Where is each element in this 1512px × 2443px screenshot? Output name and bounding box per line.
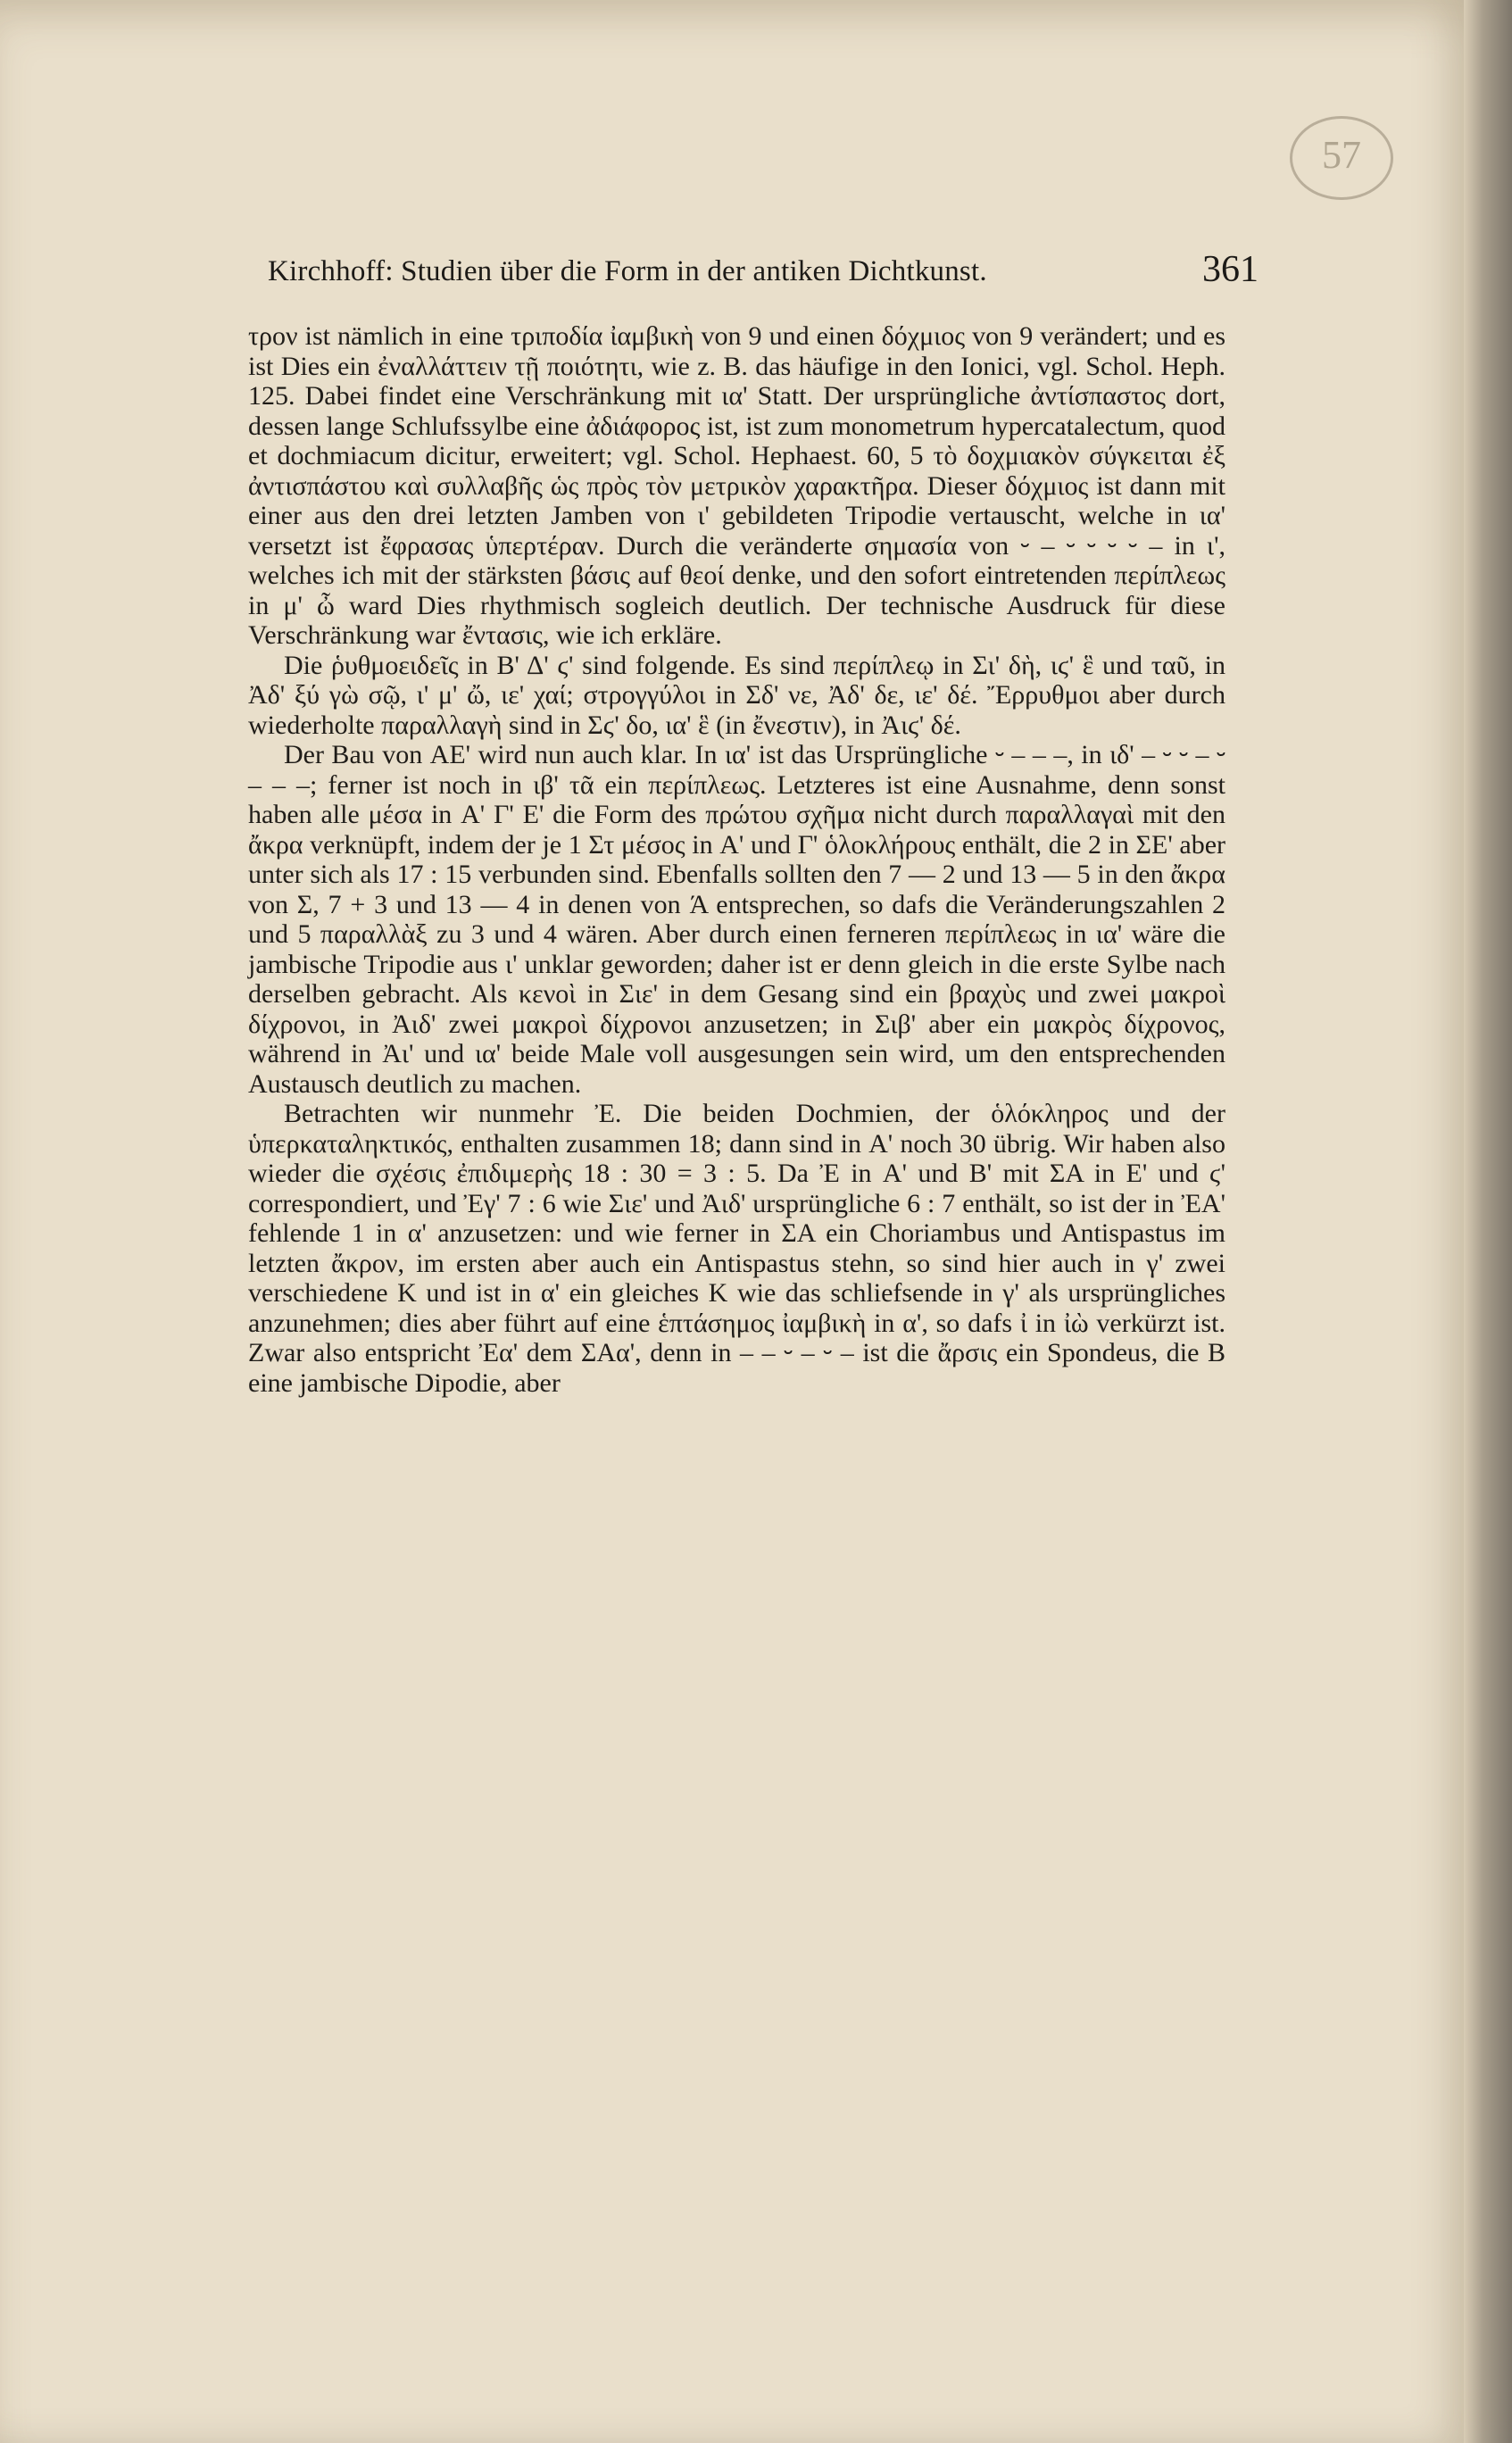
paragraph-4: Betrachten wir nunmehr Ἐ. Die beiden Dochmien, der ὁλόκληρος und der ὑπερκαταληκτικός, enthalten zusammen 18; dann sind in Α' noch 30 übrig. Wir haben also wieder die σχέσις ἐπιδιμερὴς 18 : 30 = 3 : 5. Da Ἐ in Α' und Β' mit ΣΑ in Ε' und ϛ' correspondiert, und Ἐγ' 7 : 6 wie Σιε' und Ἀιδ' ursprüngliche 6 : 7 enthält, so ist der in ἘΑ' fehlende 1 in α' anzusetzen: und wie ferner in ΣΑ ein Choriambus und Antispastus im letzten ἄκρον, im ersten aber auch ein Antispastus stehn, so sind hier auch in γ' zwei verschiedene Κ und ist in α' ein gleiches Κ wie das schliefsende in γ' als ursprüngliches anzunehmen; dies aber führt auf eine ἑπτάσημος ἰαμβικὴ in α', so dafs ἰ in ἰὼ verkürzt ist. Zwar also entspricht Ἐα' dem ΣΑα', denn in – – ⏑ – ⏑ – ist die ἄρσις ein Spondeus, die Β eine jambische Dipodie, aber (248, 1099, 1225, 1398)
paragraph-2: Die ῥυθμοειδεῖς in Β' Δ' ϛ' sind folgende. Es sind περίπλεῳ in Σι' δὴ, ιϛ' ἓ und ταῦ, in Ἀδ' ξύ γὼ σῷ, ι' μ' ὤ, ιε' χαί; στρογγύλοι in Σδ' νε, Ἀδ' δε, ιε' δέ. Ἔρρυθμοι aber durch wiederholte παραλλαγὴ sind in Σϛ' δο, ια' ἓ (in ἔνεστιν), in Ἀιϛ' δέ. (248, 650, 1225, 740)
page-header (250, 249, 1259, 305)
paragraph-3: Der Bau von ΑΕ' wird nun auch klar. In ια' ist das Ursprüngliche ⏑ – – –, in ιδ' – ⏑ ⏑ – ⏑ – – –; ferner ist noch in ιβ' τᾶ ein περίπλεως. Letzteres ist eine Ausnahme, denn sonst haben alle μέσα in Α' Γ' Ε' die Form des πρώτου σχῆμα nicht durch παραλλαγαὶ mit den ἄκρα verknüpft, indem der je 1 Στ μέσος in Α' und Γ' ὁλοκλήρους enthält, die 2 in ΣΕ' aber unter sich als 17 : 15 verbunden sind. Ebenfalls sollten den 7 — 2 und 13 — 5 in den ἄκρα von Σ, 7 + 3 und 13 — 4 in denen von Ά entsprechen, so dafs die Veränderungszahlen 2 und 5 παραλλὰξ zu 3 und 4 wären. Aber durch einen ferneren περίπλεως in ια' wäre die jambische Tripodie aus ι' unklar geworden; daher ist er denn gleich in die erste Sylbe nach derselben gebracht. Als κενοὶ in Σιε' in dem Gesang sind ein βραχὺς und zwei μακροὶ δίχρονοι, in Ἀιδ' zwei μακροὶ δίχρονοι anzusetzen; in Σιβ' aber ein μακρὸς δίχρονος, während in Ἀι' und ια' beide Male voll ausgesungen sein wird, um den entsprechenden Austausch deutlich zu machen. (248, 740, 1225, 1099)
page-number: 361 (1202, 249, 1259, 290)
running-head: Kirchhoff: Studien über die Form in der antiken Dichtkunst. (268, 255, 987, 287)
paragraph-1: τρον ist nämlich in eine τριποδία ἰαμβικὴ von 9 und einen δόχμιος von 9 verändert; und es ist Dies ein ἐναλλάττειν τῇ ποιότητι, wie z. B. das häufige in den Ionici, vgl. Schol. Heph. 125. Dabei findet eine Verschränkung mit ια' Statt. Der ursprüngliche ἀντίσπαστος dort, dessen lange Schlufssylbe eine ἀδιάφορος ist, ist zum monometrum hypercatalectum, quod et dochmiacum dicitur, erweitert; vgl. Schol. Hephaest. 60, 5 τὸ δοχμιακὸν σύγκειται ἐξ ἀντισπάστου καὶ συλλαβῆς ὡς πρὸς τὸν μετρικὸν χαρακτῆρα. Dieser δόχμιος ist dann mit einer aus den drei letzten Jamben von ι' gebildeten Tripodie vertauscht, welche in ια' versetzt ist ἔφρασας ὑπερτέραν. Durch die veränderte σημασία von ⏑ – ⏑ ⏑ ⏑ ⏑ – in ι', welches ich mit der stärksten βάσις auf θεοί denke, und den sofort eintretenden περίπλεως in μ' ὦ ward Dies rhythmisch sogleich deutlich. Der technische Ausdruck für diese Verschränkung war ἔντασις, wie ich erkläre. (248, 321, 1225, 650)
body-text (248, 321, 1225, 1398)
library-stamp (1290, 116, 1393, 200)
page-edge (1464, 0, 1512, 2443)
stamp-number: 57 (1322, 133, 1361, 177)
